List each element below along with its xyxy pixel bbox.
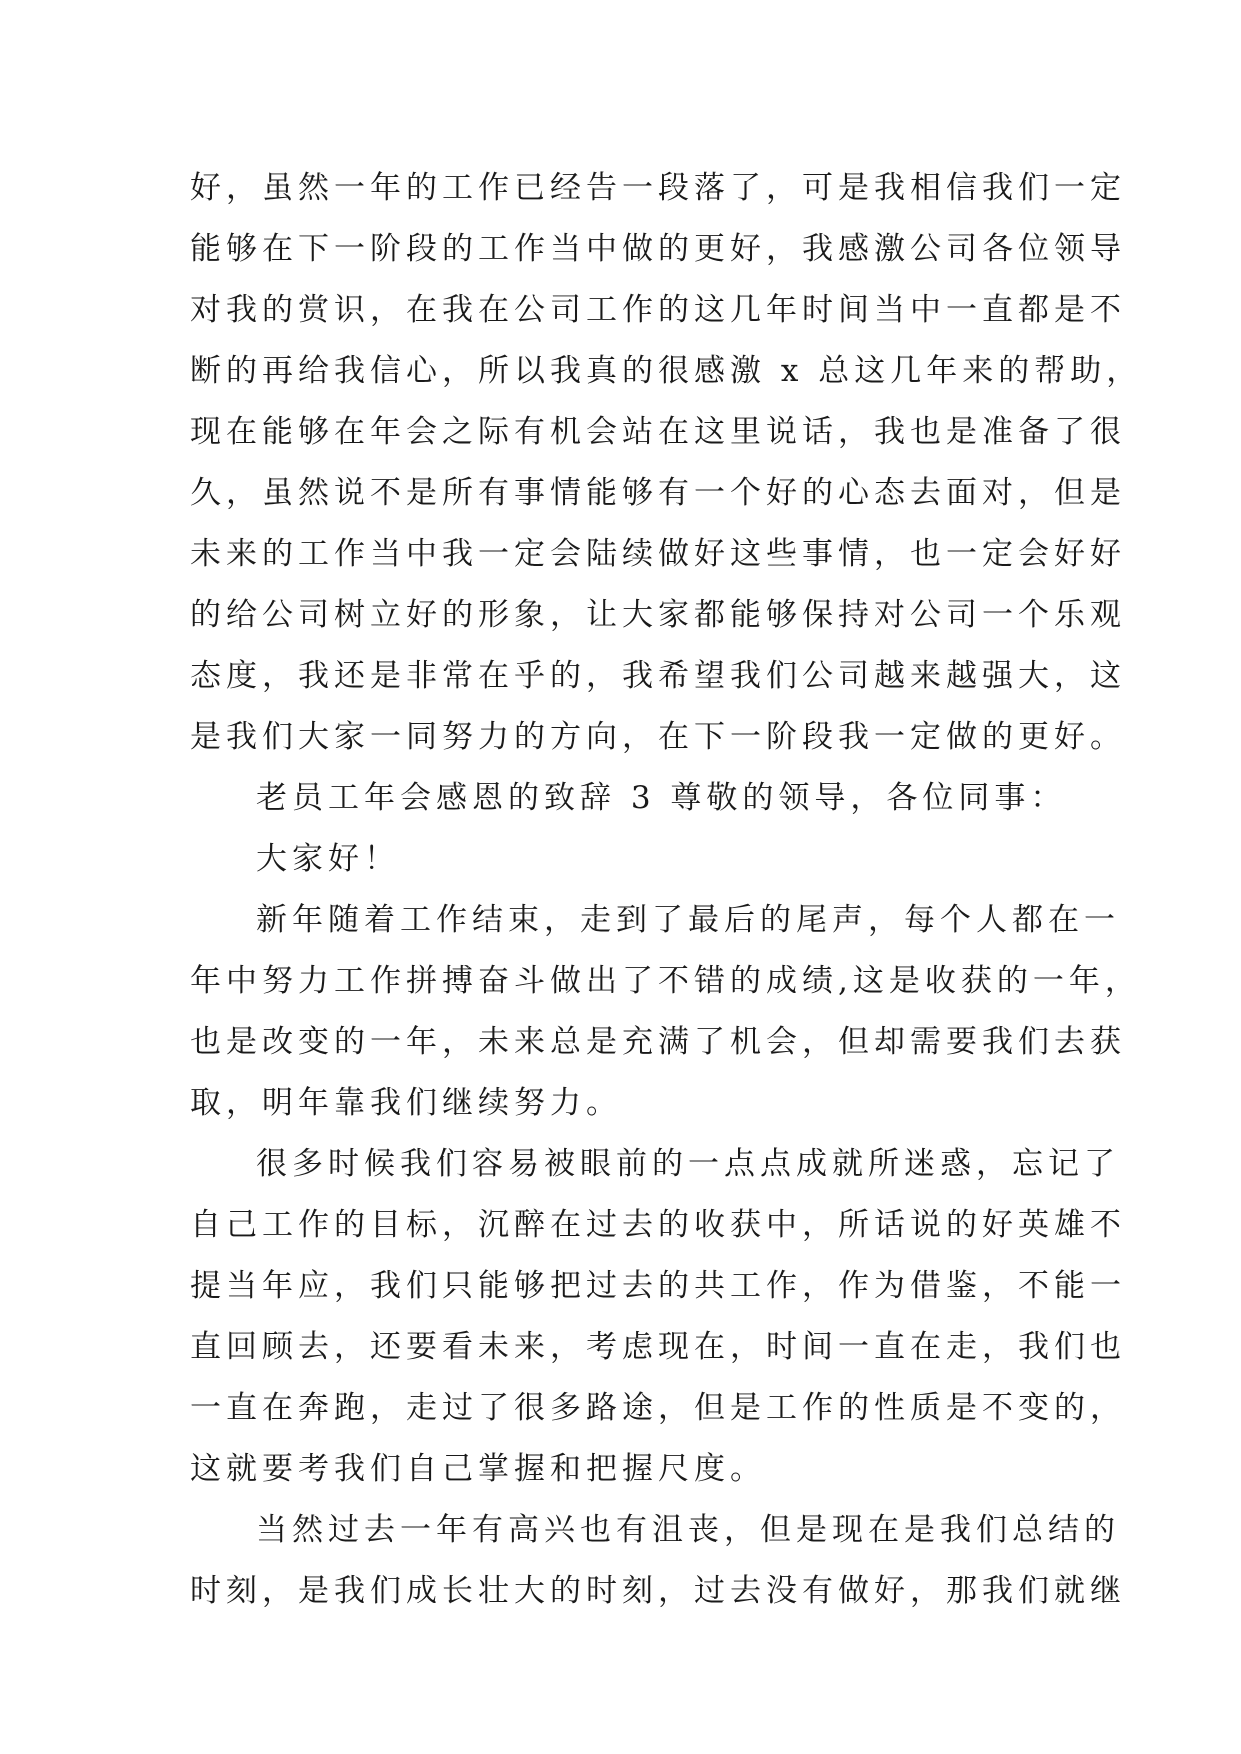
text-line: 好，虽然一年的工作已经告一段落了，可是我相信我们一定 [190,170,1126,206]
text-line: 对我的赏识，在我在公司工作的这几年时间当中一直都是不 [190,292,1126,328]
text-line: 也是改变的一年，未来总是充满了机会，但却需要我们去获 [190,1024,1126,1060]
text-line: 未来的工作当中我一定会陆续做好这些事情，也一定会好好 [190,536,1126,572]
text-line: 直回顾去，还要看未来，考虑现在，时间一直在走，我们也 [190,1329,1126,1365]
text-line: 的给公司树立好的形象，让大家都能够保持对公司一个乐观 [190,597,1126,633]
text-line: 一直在奔跑，走过了很多路途，但是工作的性质是不变的， [190,1390,1126,1426]
text-line: 年中努力工作拼搏奋斗做出了不错的成绩,这是收获的一年， [190,963,1141,999]
text-line: 断的再给我信心，所以我真的很感激 x 总这几年来的帮助， [190,353,1143,389]
text-line: 是我们大家一同努力的方向，在下一阶段我一定做的更好。 [190,719,1126,755]
body-text [190,158,1143,1622]
text-line: 新年随着工作结束，走到了最后的尾声，每个人都在一 [256,902,1120,938]
text-line: 现在能够在年会之际有机会站在这里说话，我也是准备了很 [190,414,1126,450]
text-line: 自己工作的目标，沉醉在过去的收获中，所话说的好英雄不 [190,1207,1126,1243]
text-line: 久，虽然说不是所有事情能够有一个好的心态去面对，但是 [190,475,1126,511]
section-heading: 老员工年会感恩的致辞 3 尊敬的领导，各位同事： [256,780,1067,816]
text-line: 取，明年靠我们继续努力。 [190,1085,622,1121]
text-line: 提当年应，我们只能够把过去的共工作，作为借鉴，不能一 [190,1268,1126,1304]
text-line: 很多时候我们容易被眼前的一点点成就所迷惑，忘记了 [256,1146,1120,1182]
text-line: 能够在下一阶段的工作当中做的更好，我感激公司各位领导 [190,231,1126,267]
text-line: 态度，我还是非常在乎的，我希望我们公司越来越强大，这 [190,658,1126,694]
text-line: 这就要考我们自己掌握和把握尺度。 [190,1451,766,1487]
text-line: 当然过去一年有高兴也有沮丧，但是现在是我们总结的 [256,1512,1120,1548]
text-line: 时刻，是我们成长壮大的时刻，过去没有做好，那我们就继 [190,1573,1126,1609]
greeting: 大家好！ [256,841,400,877]
